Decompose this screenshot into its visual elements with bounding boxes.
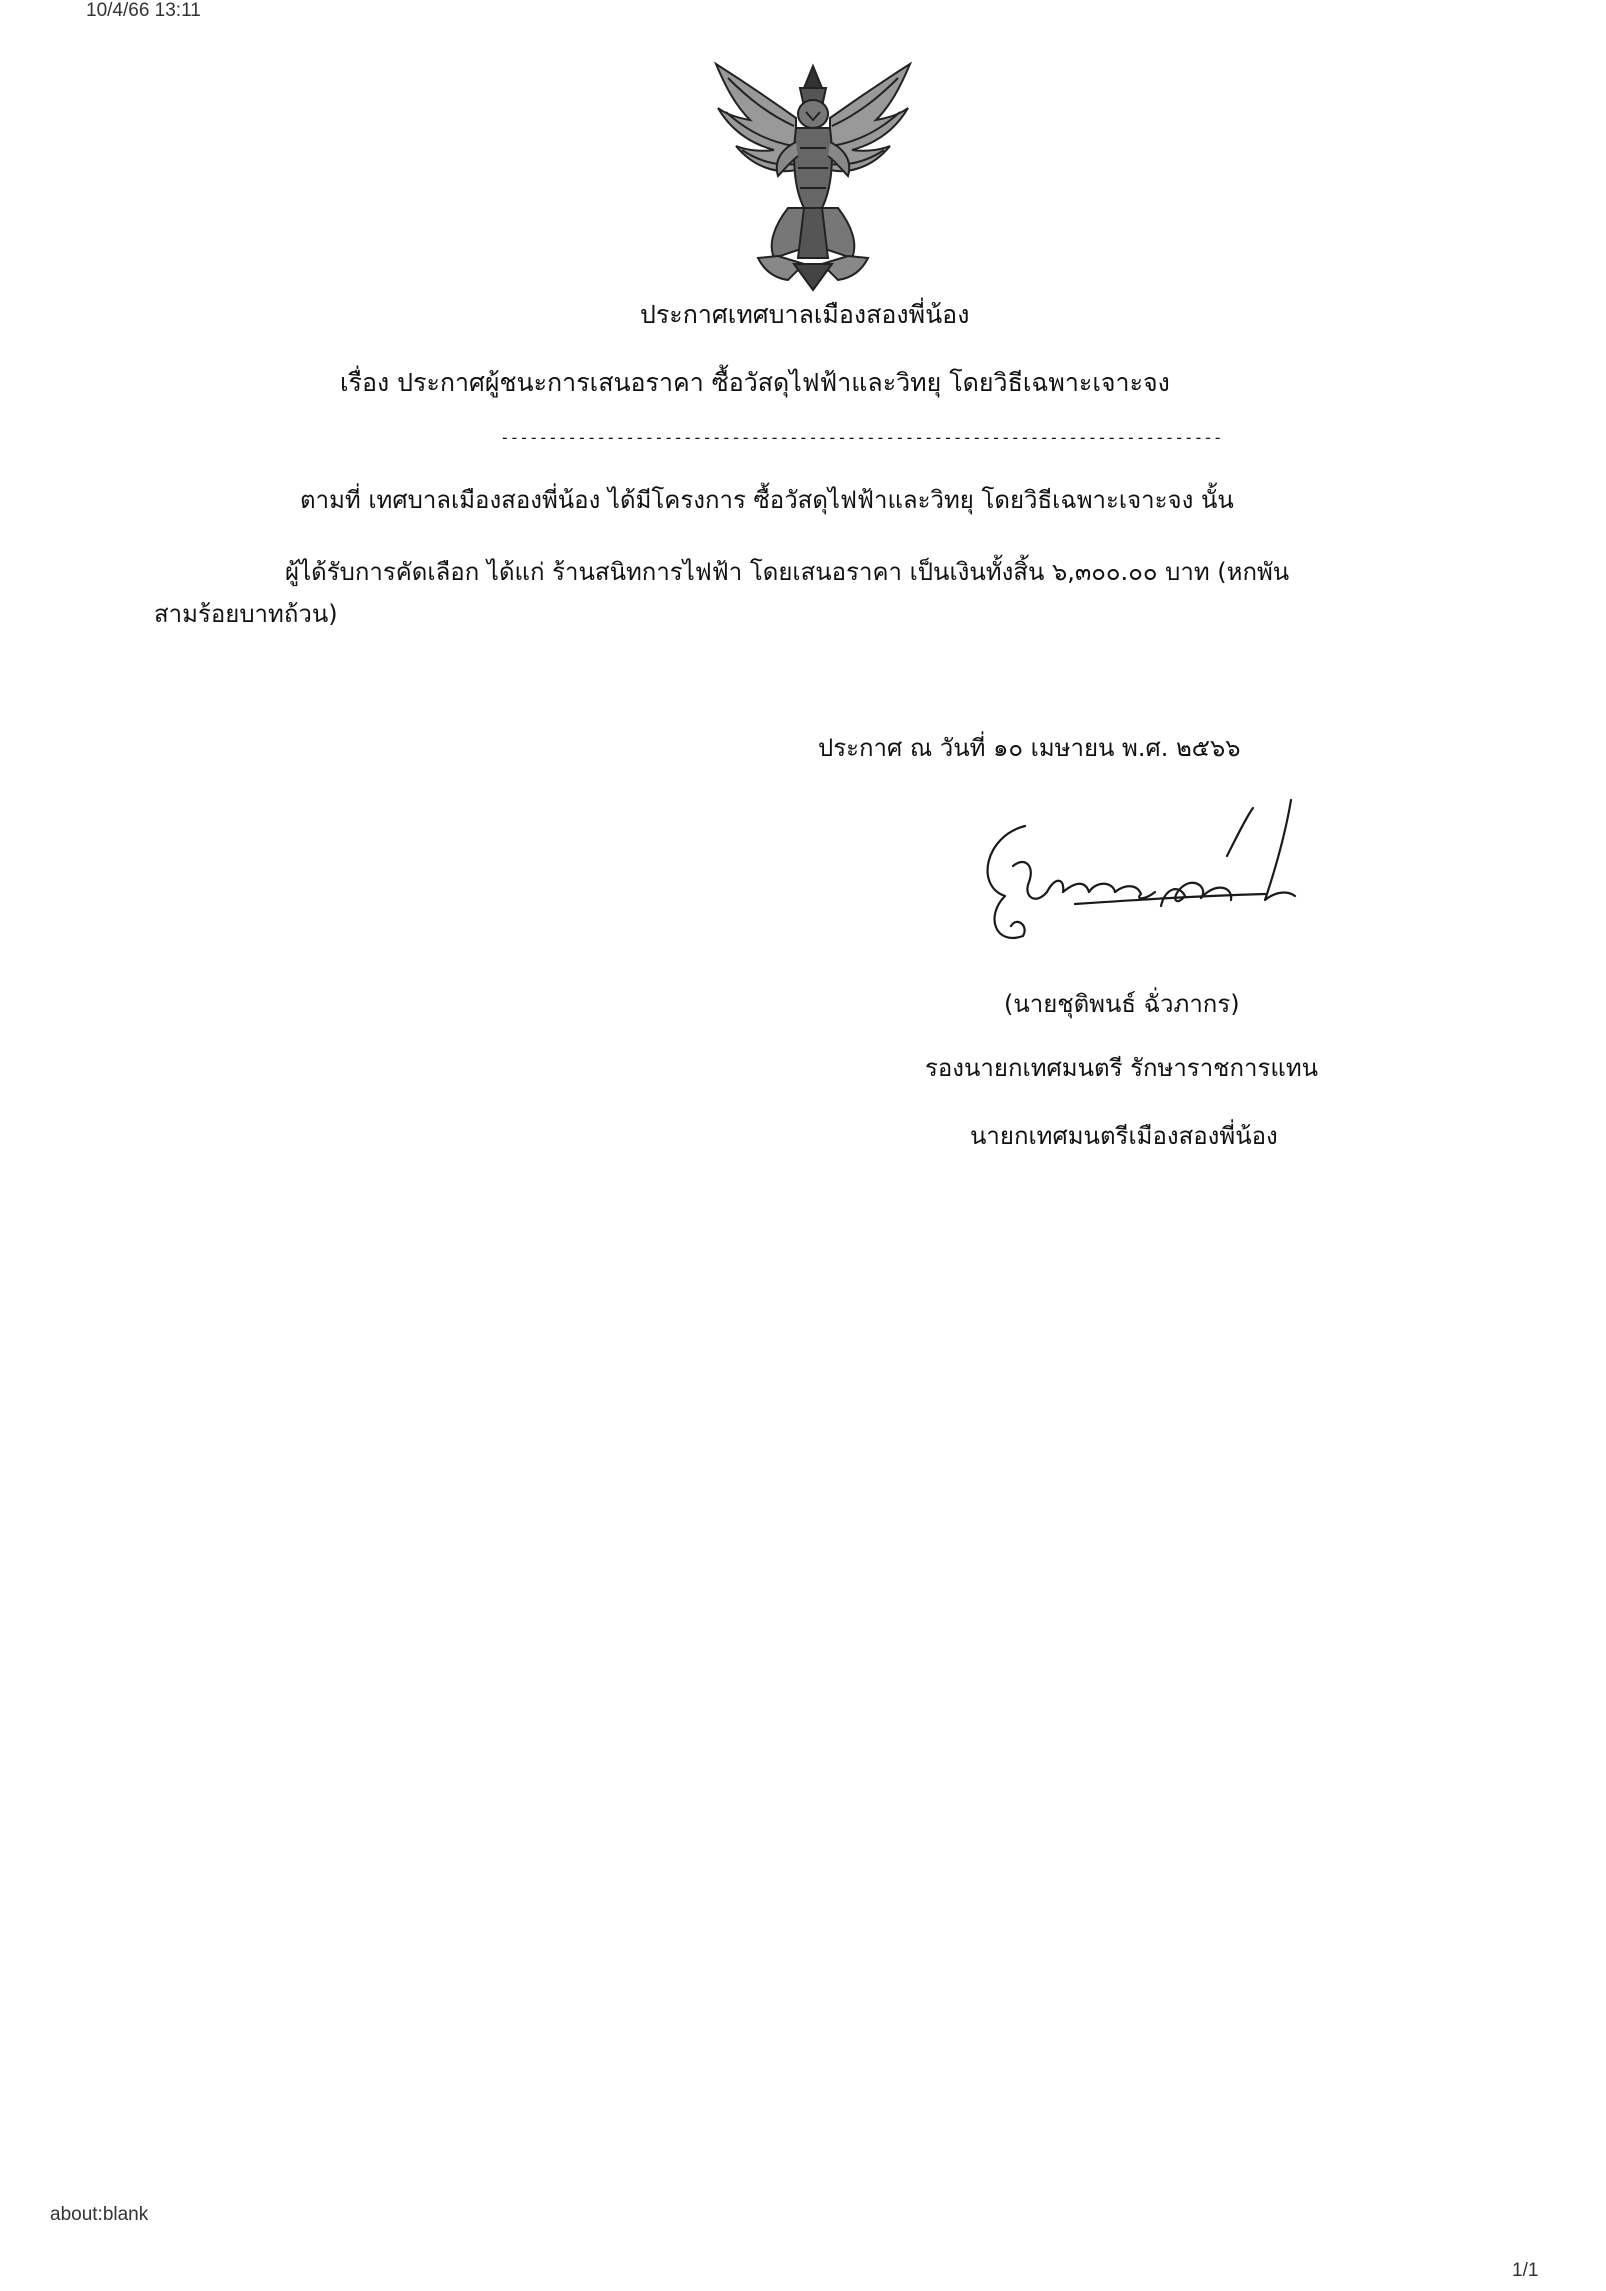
print-datetime: 10/4/66 13:11 <box>86 0 201 21</box>
document-subject: เรื่อง ประกาศผู้ชนะการเสนอราคา ซื้อวัสดุไฟฟ้าและวิทยุ โดยวิธีเฉพาะเจาะจง <box>340 368 1170 397</box>
signatory-name: (นายชุติพนธ์ ฉั่วภากร) <box>1004 990 1240 1018</box>
body-paragraph-2: ผู้ได้รับการคัดเลือก ได้แก่ ร้านสนิทการไฟฟ้า โดยเสนอราคา เป็นเงินทั้งสิ้น ๖,๓๐๐.๐๐ บาท (หกพัน <box>285 558 1290 586</box>
document-title: ประกาศเทศบาลเมืองสองพี่น้อง <box>640 300 970 329</box>
signatory-position-2: นายกเทศมนตรีเมืองสองพี่น้อง <box>970 1122 1278 1150</box>
body-paragraph-3: สามร้อยบาทถ้วน) <box>154 600 338 628</box>
print-url: about:blank <box>50 2204 149 2225</box>
print-page-number: 1/1 <box>1512 2260 1539 2281</box>
garuda-emblem-icon <box>708 58 918 296</box>
separator-line: --------------------------------------------------------------------------- <box>500 428 1223 447</box>
handwritten-signature-icon <box>965 796 1345 986</box>
signatory-position-1: รองนายกเทศมนตรี รักษาราชการแทน <box>925 1054 1319 1082</box>
body-paragraph-1: ตามที่ เทศบาลเมืองสองพี่น้อง ได้มีโครงการ ซื้อวัสดุไฟฟ้าและวิทยุ โดยวิธีเฉพาะเจาะจง นั้น <box>300 486 1234 514</box>
announcement-date: ประกาศ ณ วันที่ ๑๐ เมษายน พ.ศ. ๒๕๖๖ <box>818 734 1241 762</box>
